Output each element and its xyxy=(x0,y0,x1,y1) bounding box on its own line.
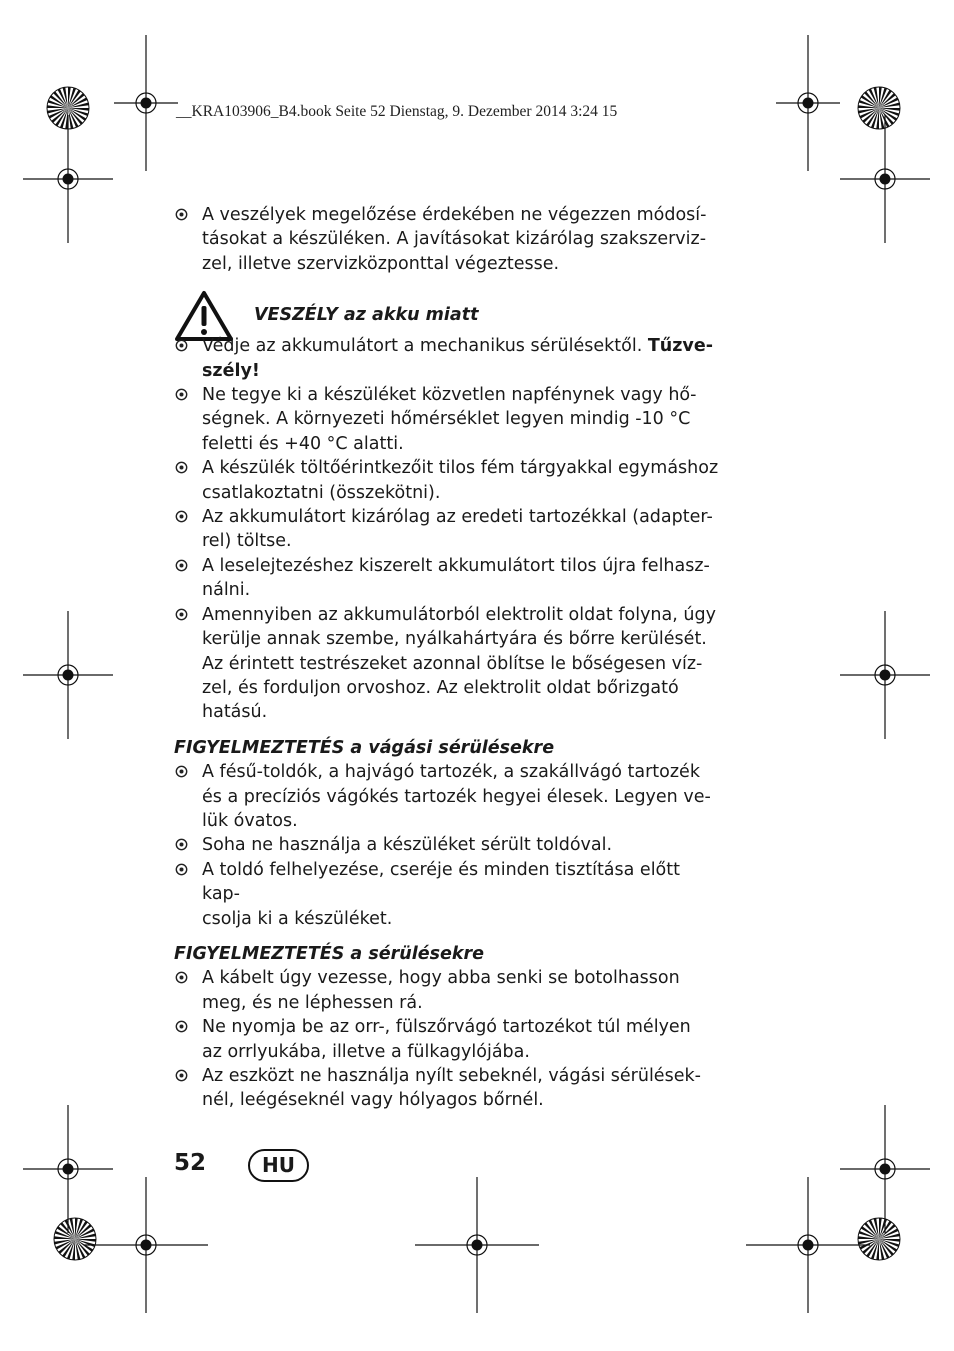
warning-title: VESZÉLY az akku miatt xyxy=(254,305,479,326)
text-line: A fésű-toldók, a hajvágó tartozék, a szakállvágó tartozék xyxy=(202,762,700,783)
text-line: Amennyiben az akkumulátorból elektrolit oldat folyna, úgy xyxy=(202,604,716,625)
registration-dot xyxy=(472,1240,483,1251)
list-item xyxy=(174,833,719,857)
circle-bullet-icon xyxy=(175,559,188,572)
text-line: Ne nyomja be az orr-, fülszőrvágó tartozékot túl mélyen xyxy=(202,1017,691,1038)
circle-bullet-icon xyxy=(175,971,188,984)
circle-bullet-icon xyxy=(175,608,188,621)
language-badge: HU xyxy=(248,1149,309,1182)
text-line: lük óvatos. xyxy=(202,810,298,831)
circle-bullet-icon xyxy=(175,863,188,876)
text-line: Az akkumulátort kizárólag az eredeti tartozékkal (adapter- xyxy=(202,507,713,528)
text-line: tásokat a készüléken. A javításokat kizárólag szakszerviz- xyxy=(202,229,707,250)
registration-dot xyxy=(880,174,891,185)
list-item xyxy=(174,505,719,554)
text-line: kerülje annak szembe, nyálkahártyára és bőrre kerülését. xyxy=(202,629,707,650)
registration-dot xyxy=(63,1164,74,1175)
text-line: nél, leégéseknél vagy hólyagos bőrnél. xyxy=(202,1090,544,1111)
book-header: __KRA103906_B4.book Seite 52 Dienstag, 9. Dezember 2014 3:24 15 xyxy=(176,103,618,120)
list-item xyxy=(174,383,719,456)
text-line: az orrlyukába, illetve a fülkagylójába. xyxy=(202,1041,530,1062)
list-item xyxy=(174,760,719,833)
text-line: A veszélyek megelőzése érdekében ne végezzen módosí- xyxy=(202,205,707,225)
list-item xyxy=(174,858,719,931)
circle-bullet-icon xyxy=(175,510,188,523)
section-title-injury: FIGYELMEZTETÉS a sérülésekre xyxy=(174,943,485,964)
circle-bullet-icon xyxy=(175,838,188,851)
circle-bullet-icon xyxy=(175,1069,188,1082)
text-line: zel, illetve szervizközponttal végeztesse. xyxy=(202,253,560,274)
text-line: A toldó felhelyezése, cseréje és minden tisztítása előtt kap- xyxy=(202,859,680,905)
emphasis-line: szély! xyxy=(202,360,260,381)
intro-item xyxy=(174,203,719,276)
text-line: A készülék töltőérintkezőit tilos fém tárgyakkal egymáshoz xyxy=(202,458,719,479)
text-line: és a precíziós vágókés tartozék hegyei élesek. Legyen ve- xyxy=(202,786,711,807)
circle-bullet-icon xyxy=(175,388,188,401)
text-line xyxy=(202,334,719,358)
circle-bullet-icon xyxy=(175,461,188,474)
list-item xyxy=(174,603,719,725)
text-line: zel, és forduljon orvoshoz. Az elektrolit oldat bőrizgató xyxy=(202,677,679,698)
registration-dot xyxy=(63,174,74,185)
list-item xyxy=(174,966,719,1015)
emphasis-text: Tűzve- xyxy=(647,336,713,357)
registration-dot xyxy=(63,670,74,681)
text-line: hatású. xyxy=(202,702,268,723)
text-line: A kábelt úgy vezesse, hogy abba senki se botolhasson xyxy=(202,968,680,989)
text-line: Az eszközt ne használja nyílt sebeknél, vágási sérülések- xyxy=(202,1066,701,1086)
circle-bullet-icon xyxy=(175,765,188,778)
registration-dot xyxy=(880,1164,891,1175)
section-title-cuts: FIGYELMEZTETÉS a vágási sérülésekre xyxy=(174,737,555,758)
text-line: feletti és +40 °C alatti. xyxy=(202,433,404,454)
text-line: Az érintett testrészeket azonnal öblítse le bőségesen víz- xyxy=(202,653,703,674)
text-line: rel) töltse. xyxy=(202,531,292,552)
text-line: Soha ne használja a készüléket sérült toldóval. xyxy=(202,835,613,856)
circle-bullet-icon xyxy=(175,1020,188,1033)
page-content xyxy=(174,203,719,1113)
registration-dot xyxy=(880,670,891,681)
text-line: A leselejtezéshez kiszerelt akkumulátort tilos újra felhasz- xyxy=(202,555,710,576)
list-item xyxy=(174,456,719,505)
text-line: Ne tegye ki a készüléket közvetlen napfénynek vagy hő- xyxy=(202,385,697,406)
text-line: ségnek. A környezeti hőmérséklet legyen mindig -10 °C xyxy=(202,409,691,430)
registration-dot xyxy=(803,1240,814,1251)
text-line: csatlakoztatni (összekötni). xyxy=(202,482,441,503)
list-item xyxy=(174,554,719,603)
list-item xyxy=(174,334,719,383)
registration-dot xyxy=(141,98,152,109)
warning-block xyxy=(174,296,719,334)
text-line: csolja ki a készüléket. xyxy=(202,908,393,929)
list-item xyxy=(174,1064,719,1113)
text-line: nálni. xyxy=(202,580,251,601)
registration-dot xyxy=(803,98,814,109)
registration-dot xyxy=(141,1240,152,1251)
list-item xyxy=(174,1015,719,1064)
text-line: meg, és ne léphessen rá. xyxy=(202,992,423,1013)
circle-bullet-icon xyxy=(175,339,188,352)
page-number: 52 xyxy=(174,1150,207,1176)
circle-bullet-icon xyxy=(175,208,188,221)
item-text: Védje az akkumulátort a mechanikus sérülésektől. xyxy=(202,336,648,357)
